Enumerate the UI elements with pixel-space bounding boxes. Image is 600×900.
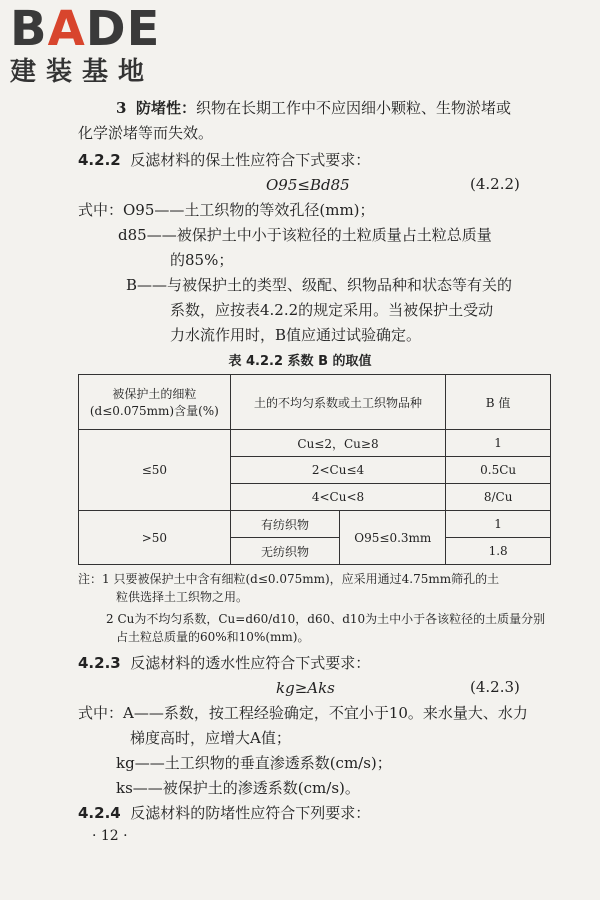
table-row [79, 430, 551, 457]
section-text: 反滤材料的保土性应符合下式要求： [130, 151, 371, 169]
def-d85-line1: d85——被保护土中小于该粒径的土粒质量占土粒总质量 [118, 226, 492, 244]
section-4-2-4-heading [78, 803, 370, 823]
section-text: 反滤材料的透水性应符合下式要求： [130, 654, 371, 672]
def-b-line3: 力水流作用时，B值应通过试验确定。 [170, 326, 422, 344]
section-4-2-3-heading [78, 653, 370, 673]
cell-b-value: 8/Cu [446, 484, 551, 511]
equation-number-4-2-3: (4.2.3) [470, 678, 520, 696]
header-b-value: B 值 [446, 375, 551, 430]
section-text: 反滤材料的防堵性应符合下列要求： [130, 804, 371, 822]
logo-letter-b: B [10, 1, 48, 57]
header-uniformity: 土的不均匀系数或土工织物品种 [230, 375, 446, 430]
def-o95: 式中：O95——土工织物的等效孔径(mm)； [78, 201, 375, 219]
def-ks: ks——被保护土的渗透系数(cm/s)。 [116, 779, 360, 797]
brand-logo [10, 1, 175, 88]
def-a-line2: 梯度高时，应增大A值； [130, 729, 291, 747]
cell-fabric-type: 无纺织物 [230, 538, 340, 565]
note1-line1: 注：1 只要被保护土中含有细粒(d≤0.075mm)，应采用通过4.75mm筛孔的土 [78, 572, 500, 586]
item3-text1: 织物在长期工作中不应因细小颗粒、生物淤堵或 [196, 99, 512, 117]
table-header-row [79, 375, 551, 430]
header-fine-content: 被保护土的细粒 (d≤0.075mm)含量(%) [79, 375, 231, 430]
section-number: 4.2.4 [78, 804, 121, 822]
section-number: 4.2.3 [78, 654, 121, 672]
item3-line1 [116, 98, 511, 118]
note1-line2: 粒供选择土工织物之用。 [116, 590, 249, 604]
formula-4-2-2: O95≤Bd85 [266, 176, 350, 194]
def-d85-line2: 的85%； [170, 251, 234, 269]
cell-fabric-type: 有纺织物 [230, 511, 340, 538]
cell-b-value: 1.8 [446, 538, 551, 565]
note2-line2: 占土粒总质量的60%和10%(mm)。 [116, 630, 310, 644]
item3-number: 3 [116, 99, 127, 117]
cell-b-value: 1 [446, 430, 551, 457]
note2-line1: 2 Cu为不均匀系数，Cu=d60/d10，d60、d10为土中小于各该粒径的土质量分别 [106, 612, 546, 626]
cell-condition: 4<Cu<8 [230, 484, 446, 511]
page-number: · 12 · [92, 828, 128, 844]
cell-condition: Cu≤2，Cu≥8 [230, 430, 446, 457]
table-row [79, 511, 551, 538]
logo-subtitle: 建装基地 [10, 57, 155, 87]
group-le50: ≤50 [79, 430, 231, 511]
cell-b-value: 1 [446, 511, 551, 538]
item3-line2: 化学淤堵等而失效。 [78, 124, 214, 142]
equation-number-4-2-2: (4.2.2) [470, 175, 520, 193]
table-title: 表 4.2.2 系数 B 的取值 [228, 354, 372, 369]
def-b-line1: B——与被保护土的类型、级配、织物品种和状态等有关的 [126, 276, 513, 294]
formula-4-2-3: kg≥Aks [276, 679, 335, 697]
group-gt50: >50 [79, 511, 231, 565]
coefficient-table [78, 374, 551, 565]
logo-wordmark [10, 1, 175, 57]
cell-condition: 2<Cu≤4 [230, 457, 446, 484]
logo-letters-de: DE [85, 1, 161, 57]
item3-title: 防堵性： [135, 99, 196, 117]
cell-b-value: 0.5Cu [446, 457, 551, 484]
logo-letter-a: A [47, 1, 86, 57]
section-number: 4.2.2 [78, 151, 121, 169]
def-b-line2: 系数，应按表4.2.2的规定采用。当被保护土受动 [170, 301, 494, 319]
def-a-line1: 式中：A——系数，按工程经验确定，不宜小于10。来水量大、水力 [78, 704, 528, 722]
def-kg: kg——土工织物的垂直渗透系数(cm/s)； [116, 754, 392, 772]
cell-o95-condition: O95≤0.3mm [340, 511, 446, 565]
section-4-2-2-heading [78, 150, 370, 170]
